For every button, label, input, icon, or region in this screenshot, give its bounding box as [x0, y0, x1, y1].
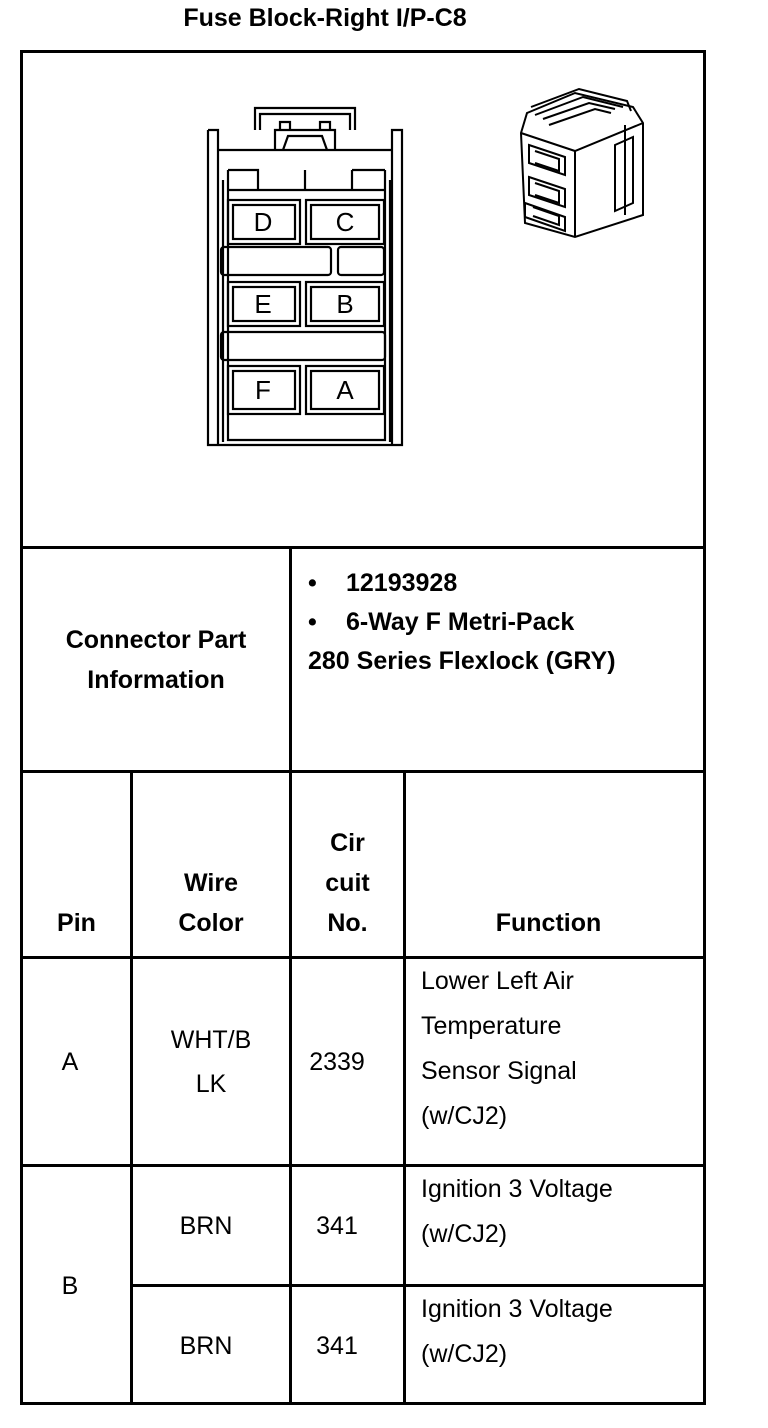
pin-label-e: E — [254, 289, 272, 319]
function-line: Ignition 3 Voltage — [421, 1175, 613, 1203]
pin-label-f: F — [255, 375, 271, 405]
pin-label-c: C — [335, 207, 355, 237]
connector-face-drawing — [200, 100, 412, 452]
header-circuit-line2: cuit — [325, 869, 370, 897]
table-row-b2-wire-color: BRN — [179, 1331, 233, 1360]
connector-description-line2: 280 Series Flexlock (GRY) — [308, 647, 616, 675]
header-wire-color — [133, 773, 289, 943]
pin-label-a: A — [336, 375, 354, 405]
table-row-b1-circuit: 341 — [316, 1211, 358, 1240]
table-row-a-pin: A — [61, 1047, 79, 1076]
function-line: Lower Left Air — [421, 967, 574, 995]
bullet-icon: • — [308, 608, 317, 636]
function-line: Temperature — [421, 1012, 562, 1040]
divider-partinfo-col — [289, 546, 292, 773]
function-line: Sensor Signal — [421, 1057, 577, 1085]
connector-part-info-values — [308, 564, 616, 681]
wire-color-line2: LK — [195, 1069, 227, 1098]
header-circuit-line3: No. — [327, 909, 368, 937]
part-number: 12193928 — [346, 569, 458, 597]
table-row-a-circuit: 2339 — [309, 1047, 365, 1076]
table-row-b-pin: B — [61, 1272, 79, 1300]
function-line: (w/CJ2) — [421, 1340, 508, 1368]
header-pin-label: Pin — [57, 909, 96, 937]
page-title: Fuse Block-Right I/P-C8 — [183, 4, 467, 32]
function-line: (w/CJ2) — [421, 1102, 508, 1130]
table-row-b2-circuit: 341 — [316, 1331, 358, 1360]
table-row-b2-function — [421, 1287, 691, 1404]
header-wire-color-line1: Wire — [184, 869, 238, 897]
connector-part-info-label-line2: Information — [87, 665, 225, 694]
bullet-icon: • — [308, 569, 317, 597]
table-row-b1-wire-color: BRN — [179, 1211, 233, 1240]
table-row-a-function — [421, 959, 691, 1164]
pin-label-d: D — [253, 207, 273, 237]
header-circuit-no — [292, 773, 403, 943]
connector-isometric-drawing — [515, 85, 650, 245]
header-function-label: Function — [495, 909, 602, 937]
connector-part-info-label-line1: Connector Part — [65, 625, 247, 654]
header-pin — [23, 773, 130, 943]
wire-color-line1: WHT/B — [170, 1025, 252, 1054]
pin-label-b: B — [336, 289, 354, 319]
connector-description-line1: 6-Way F Metri-Pack — [346, 608, 575, 636]
function-line: (w/CJ2) — [421, 1220, 508, 1248]
header-circuit-line1: Cir — [330, 829, 365, 857]
table-row-b1-function — [421, 1167, 691, 1284]
connector-part-info-label — [23, 549, 289, 770]
header-wire-color-line2: Color — [178, 909, 244, 937]
header-function — [406, 773, 691, 943]
table-row-a-wire-color — [133, 959, 289, 1164]
function-line: Ignition 3 Voltage — [421, 1295, 613, 1323]
